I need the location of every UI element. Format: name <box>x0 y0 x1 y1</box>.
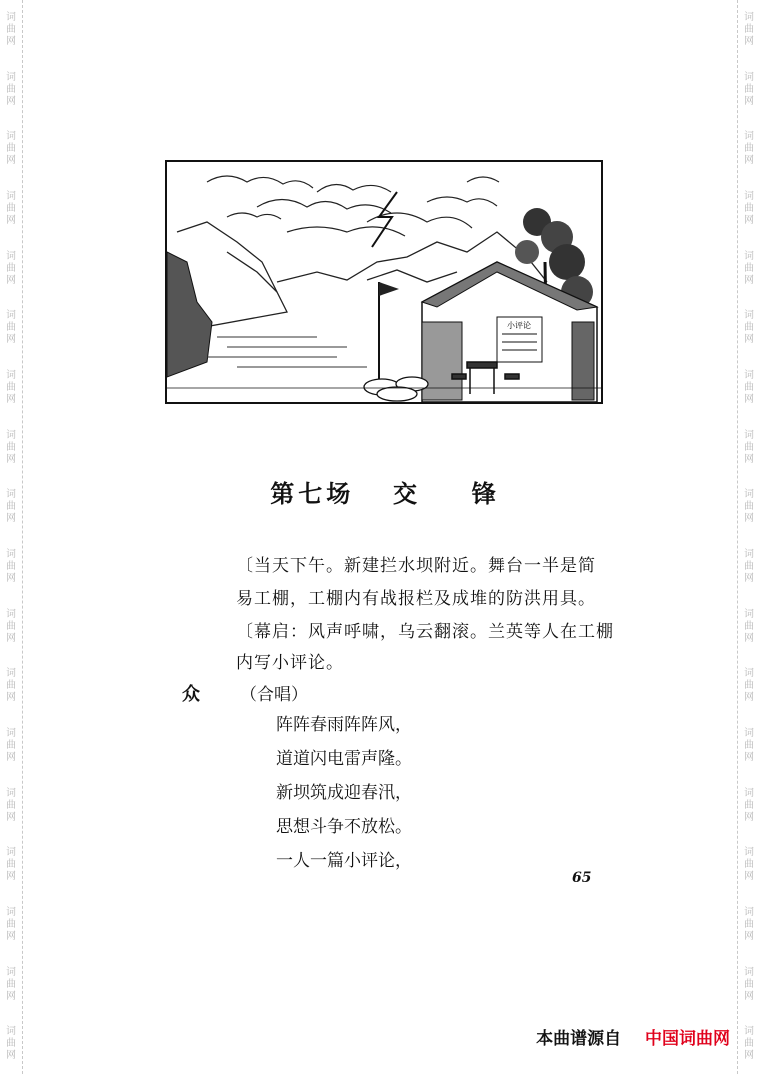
watermark-char: 曲 <box>744 202 754 214</box>
watermark-char: 网 <box>744 632 754 644</box>
watermark-char: 曲 <box>744 918 754 930</box>
watermark-unit <box>6 716 16 776</box>
watermark-char: 词 <box>6 369 16 381</box>
watermark-char: 曲 <box>6 23 16 35</box>
watermark-char: 网 <box>744 811 754 823</box>
watermark-unit <box>744 835 754 895</box>
watermark-char: 词 <box>744 668 754 680</box>
watermark-unit <box>6 776 16 836</box>
watermark-char: 网 <box>744 214 754 226</box>
watermark-char: 网 <box>6 95 16 107</box>
watermark-char: 词 <box>744 608 754 620</box>
watermark-char: 词 <box>744 727 754 739</box>
flag <box>379 282 399 392</box>
watermark-char: 曲 <box>744 1038 754 1050</box>
scene-title <box>270 474 500 509</box>
watermark-char: 网 <box>6 453 16 465</box>
watermark-char: 曲 <box>744 83 754 95</box>
watermark-char: 网 <box>744 274 754 286</box>
watermark-char: 曲 <box>6 501 16 513</box>
scene-number: 第七场 <box>270 479 355 508</box>
watermark-char: 词 <box>744 11 754 23</box>
lyrics-block <box>276 708 412 878</box>
watermark-char: 曲 <box>6 1038 16 1050</box>
watermark-char: 词 <box>744 966 754 978</box>
watermark-unit <box>6 119 16 179</box>
watermark-char: 词 <box>6 966 16 978</box>
watermark-unit <box>744 298 754 358</box>
watermark-char: 词 <box>744 847 754 859</box>
watermark-char: 曲 <box>6 381 16 393</box>
watermark-unit <box>744 955 754 1015</box>
page-number: 65 <box>572 870 592 886</box>
watermark-char: 词 <box>6 787 16 799</box>
watermark-unit <box>744 1014 754 1074</box>
watermark-char: 曲 <box>6 620 16 632</box>
watermark-char: 网 <box>6 572 16 584</box>
watermark-char: 曲 <box>6 322 16 334</box>
lightning-bolt <box>372 192 397 247</box>
site-name-link[interactable]: 中国词曲网 <box>645 1029 730 1049</box>
watermark-unit <box>6 597 16 657</box>
watermark-char: 网 <box>6 632 16 644</box>
watermark-char: 曲 <box>6 799 16 811</box>
watermark-char: 曲 <box>744 441 754 453</box>
watermark-char: 词 <box>744 787 754 799</box>
watermark-unit <box>6 179 16 239</box>
stage-direction-line: 〔当天下午。新建拦水坝附近。舞台一半是简 <box>236 556 596 576</box>
watermark-char: 词 <box>6 11 16 23</box>
watermark-char: 网 <box>6 155 16 167</box>
lyric-line: 新坝筑成迎春汛， <box>276 783 412 803</box>
watermark-char: 词 <box>744 906 754 918</box>
watermark-unit <box>744 656 754 716</box>
watermark-unit <box>6 656 16 716</box>
watermark-char: 词 <box>744 310 754 322</box>
watermark-unit <box>6 418 16 478</box>
watermark-char: 曲 <box>6 739 16 751</box>
watermark-char: 曲 <box>6 262 16 274</box>
watermark-char: 曲 <box>6 560 16 572</box>
watermark-char: 曲 <box>744 859 754 871</box>
watermark-char: 网 <box>744 453 754 465</box>
watermark-char: 网 <box>744 990 754 1002</box>
watermark-unit <box>744 477 754 537</box>
watermark-unit <box>6 955 16 1015</box>
watermark-unit <box>6 895 16 955</box>
sandbags <box>364 377 428 401</box>
watermark-char: 曲 <box>744 560 754 572</box>
water <box>207 337 367 367</box>
watermark-char: 曲 <box>6 441 16 453</box>
watermark-char: 网 <box>744 871 754 883</box>
watermark-char: 曲 <box>744 799 754 811</box>
watermark-unit <box>6 60 16 120</box>
watermark-char: 词 <box>6 847 16 859</box>
watermark-char: 词 <box>6 190 16 202</box>
watermark-char: 网 <box>744 1050 754 1062</box>
watermark-char: 网 <box>6 35 16 47</box>
speaker-label: 众 <box>182 684 200 705</box>
watermark-char: 网 <box>744 95 754 107</box>
watermark-char: 网 <box>6 871 16 883</box>
footer-attribution <box>536 1024 730 1049</box>
watermark-char: 曲 <box>744 322 754 334</box>
watermark-unit <box>744 597 754 657</box>
watermark-char: 词 <box>6 71 16 83</box>
watermark-unit <box>6 0 16 60</box>
watermark-char: 网 <box>744 155 754 167</box>
watermark-char: 曲 <box>6 978 16 990</box>
watermark-char: 词 <box>6 906 16 918</box>
watermark-char: 词 <box>744 190 754 202</box>
watermark-char: 词 <box>6 250 16 262</box>
singing-note: （合唱） <box>240 685 308 705</box>
watermark-char: 曲 <box>744 978 754 990</box>
watermark-unit <box>744 358 754 418</box>
watermark-unit <box>6 835 16 895</box>
watermark-char: 网 <box>6 692 16 704</box>
watermark-char: 词 <box>6 310 16 322</box>
lyric-line: 道道闪电雷声隆。 <box>276 749 412 769</box>
watermark-unit <box>744 895 754 955</box>
scene-title-word-2: 锋 <box>471 479 500 508</box>
stage-direction-line: 内写小评论。 <box>236 653 344 673</box>
scene-illustration <box>165 160 603 404</box>
watermark-unit <box>744 537 754 597</box>
scene-title-word-1: 交 <box>393 479 421 508</box>
watermark-char: 网 <box>744 334 754 346</box>
watermark-char: 曲 <box>6 143 16 155</box>
watermark-char: 词 <box>744 71 754 83</box>
watermark-unit <box>744 0 754 60</box>
watermark-char: 词 <box>6 668 16 680</box>
lyric-line: 一人一篇小评论， <box>276 851 412 871</box>
watermark-char: 网 <box>744 35 754 47</box>
watermark-char: 词 <box>6 608 16 620</box>
watermark-unit <box>6 358 16 418</box>
stage-direction-line: 易工棚，工棚内有战报栏及成堆的防洪用具。 <box>236 589 596 609</box>
watermark-char: 网 <box>744 692 754 704</box>
left-watermark-strip <box>0 0 23 1074</box>
watermark-char: 曲 <box>6 202 16 214</box>
watermark-unit <box>744 716 754 776</box>
watermark-char: 词 <box>744 489 754 501</box>
board-sign: 小评论 <box>507 321 531 330</box>
watermark-char: 曲 <box>744 262 754 274</box>
watermark-unit <box>6 1014 16 1074</box>
watermark-char: 词 <box>6 548 16 560</box>
watermark-char: 词 <box>6 131 16 143</box>
lyric-line: 思想斗争不放松。 <box>276 817 412 837</box>
watermark-char: 曲 <box>6 918 16 930</box>
watermark-char: 词 <box>6 489 16 501</box>
watermark-char: 网 <box>6 513 16 525</box>
clouds <box>207 176 499 236</box>
watermark-unit <box>744 119 754 179</box>
watermark-char: 词 <box>744 429 754 441</box>
watermark-char: 曲 <box>6 83 16 95</box>
watermark-unit <box>744 60 754 120</box>
watermark-char: 网 <box>744 393 754 405</box>
watermark-char: 网 <box>6 214 16 226</box>
lyric-line: 阵阵春雨阵阵风， <box>276 715 412 735</box>
watermark-char: 网 <box>6 751 16 763</box>
watermark-char: 曲 <box>744 680 754 692</box>
watermark-unit <box>6 537 16 597</box>
watermark-char: 网 <box>6 334 16 346</box>
watermark-char: 曲 <box>6 859 16 871</box>
illustration-drawing <box>167 162 601 402</box>
watermark-char: 曲 <box>744 501 754 513</box>
watermark-char: 网 <box>744 572 754 584</box>
watermark-char: 网 <box>6 393 16 405</box>
watermark-char: 网 <box>744 930 754 942</box>
source-label: 本曲谱源自 <box>536 1029 622 1049</box>
watermark-char: 网 <box>6 930 16 942</box>
watermark-char: 网 <box>6 811 16 823</box>
watermark-char: 词 <box>744 1026 754 1038</box>
watermark-unit <box>744 239 754 299</box>
left-cliff <box>167 252 212 377</box>
watermark-char: 网 <box>744 513 754 525</box>
watermark-char: 曲 <box>744 23 754 35</box>
watermark-char: 网 <box>6 990 16 1002</box>
watermark-char: 曲 <box>744 739 754 751</box>
watermark-char: 词 <box>6 727 16 739</box>
watermark-char: 词 <box>744 548 754 560</box>
watermark-char: 词 <box>6 1026 16 1038</box>
watermark-unit <box>744 418 754 478</box>
watermark-char: 词 <box>744 369 754 381</box>
watermark-char: 网 <box>6 274 16 286</box>
right-watermark-strip <box>737 0 760 1074</box>
watermark-char: 网 <box>6 1050 16 1062</box>
watermark-char: 曲 <box>744 381 754 393</box>
stage-direction-line: 〔幕启：风声呼啸，乌云翻滚。兰英等人在工棚 <box>236 622 614 642</box>
watermark-unit <box>6 239 16 299</box>
watermark-char: 曲 <box>744 143 754 155</box>
watermark-char: 网 <box>744 751 754 763</box>
watermark-char: 词 <box>744 250 754 262</box>
watermark-unit <box>744 179 754 239</box>
watermark-char: 曲 <box>6 680 16 692</box>
watermark-unit <box>6 298 16 358</box>
watermark-char: 词 <box>6 429 16 441</box>
watermark-char: 词 <box>744 131 754 143</box>
watermark-unit <box>6 477 16 537</box>
watermark-char: 曲 <box>744 620 754 632</box>
watermark-unit <box>744 776 754 836</box>
